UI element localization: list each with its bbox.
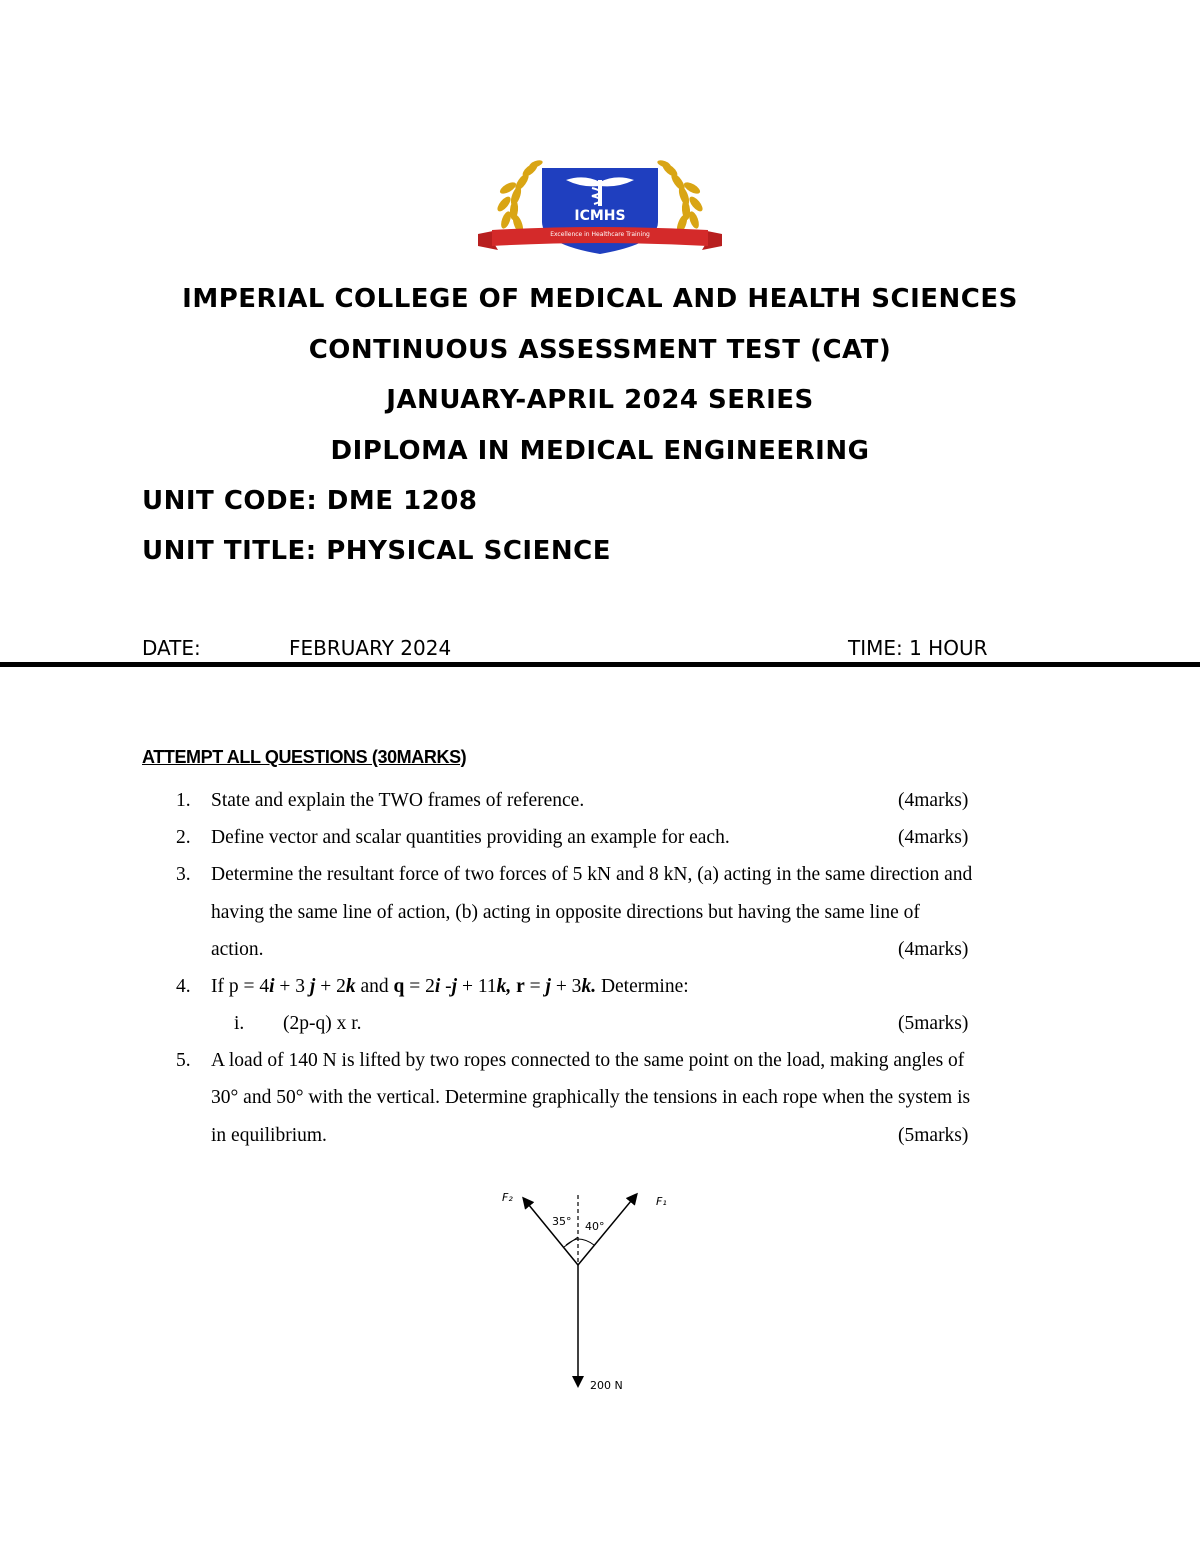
question-text-line-2: having the same line of action, (b) acting in opposite directions but having the same line of <box>211 902 920 923</box>
question-text: If p = 4i + 3 j + 2k and q = 2i -j + 11k, r = j + 3k. Determine: <box>211 976 689 997</box>
institution-name: IMPERIAL COLLEGE OF MEDICAL AND HEALTH SCIENCES <box>182 284 1018 314</box>
logo-text: ICMHS <box>574 208 626 224</box>
unit-title: UNIT TITLE: PHYSICAL SCIENCE <box>142 536 611 566</box>
question-text-line-1: A load of 140 N is lifted by two ropes connected to the same point on the load, making angles of <box>211 1050 965 1071</box>
angle-left-label: 35° <box>552 1215 572 1228</box>
question-number: 1. <box>176 790 191 811</box>
question-number: 5. <box>176 1050 191 1071</box>
date-value: FEBRUARY 2024 <box>289 636 452 660</box>
question-marks: (5marks) <box>898 1013 969 1034</box>
question-text-line-3: in equilibrium. <box>211 1125 327 1146</box>
time-label: TIME: 1 HOUR <box>848 636 988 660</box>
question-text: Define vector and scalar quantities providing an example for each. <box>211 827 730 848</box>
angle-right-label: 40° <box>585 1220 605 1233</box>
date-label: DATE: <box>142 636 201 660</box>
question-text-line-2: 30° and 50° with the vertical. Determine graphically the tensions in each rope when the system is <box>211 1087 971 1108</box>
series-title: JANUARY-APRIL 2024 SERIES <box>386 385 814 415</box>
question-text-line-3: action. <box>211 939 264 960</box>
test-title: CONTINUOUS ASSESSMENT TEST (CAT) <box>308 335 892 365</box>
question-marks: (4marks) <box>898 827 969 848</box>
question-marks: (4marks) <box>898 790 969 811</box>
force-diagram <box>490 1185 690 1395</box>
f1-label: F₁ <box>656 1195 667 1208</box>
logo-graphic <box>478 152 722 256</box>
question-number: 2. <box>176 827 191 848</box>
load-label: 200 N <box>590 1379 623 1392</box>
question-number: 3. <box>176 864 191 885</box>
force-diagram-svg <box>490 1185 690 1395</box>
question-text: State and explain the TWO frames of reference. <box>211 790 585 811</box>
question-number: 4. <box>176 976 191 997</box>
sub-question-text: (2p-q) x r. <box>283 1013 362 1034</box>
question-text-line-1: Determine the resultant force of two forces of 5 kN and 8 kN, (a) acting in the same direction and <box>211 864 973 885</box>
f2-vector <box>524 1199 578 1265</box>
instructions-heading: ATTEMPT ALL QUESTIONS (30MARKS) <box>142 747 467 767</box>
question-marks: (5marks) <box>898 1125 969 1146</box>
programme-title: DIPLOMA IN MEDICAL ENGINEERING <box>330 436 870 466</box>
f2-label: F₂ <box>502 1191 513 1204</box>
unit-code: UNIT CODE: DME 1208 <box>142 486 478 516</box>
logo-tagline: Excellence in Healthcare Training <box>550 231 650 238</box>
angle-arc <box>566 1239 594 1245</box>
sub-question-number: i. <box>234 1013 245 1034</box>
college-logo <box>478 152 722 256</box>
divider-rule <box>0 662 1200 667</box>
question-marks: (4marks) <box>898 939 969 960</box>
